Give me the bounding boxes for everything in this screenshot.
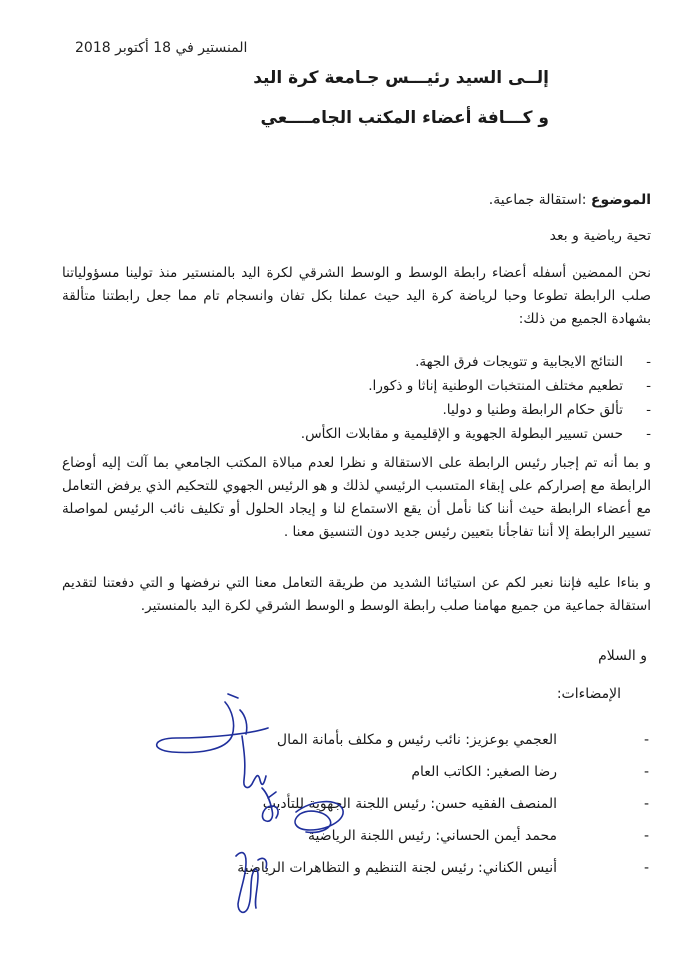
list-bullet: - [643,796,649,812]
paragraph-intro: نحن الممضين أسفله أعضاء رابطة الوسط و الوسط الشرقي لكرة اليد بالمنستير منذ تولينا مسؤولياتنا صلب الرابطة تطوعا وحبا لرياضة كرة اليد حيث عملنا بكل تفان وانسجام تام مما جعل رابطتنا متألقة بشهادة الجميع من ذلك: [62,265,651,327]
greeting: تحية رياضية و بعد [549,228,651,244]
signatories-list [237,728,649,888]
list-item: - تألق حكام الرابطة وطنيا و دوليا. [301,398,651,422]
addressee-line-1: إلــى السيد رئيـــس جـامعة كرة اليد [253,68,549,88]
subject-label: الموضوع [590,192,651,208]
list-bullet: - [646,402,651,418]
list-bullet: - [646,426,651,442]
signatory-name: محمد أيمن الحساني: رئيس اللجنة الرياضية [308,828,557,844]
signatory-row [237,728,649,760]
list-bullet: - [646,354,651,370]
list-bullet: - [643,828,649,844]
closing: و السلام [598,648,647,664]
list-bullet: - [646,378,651,394]
list-bullet: - [643,860,649,876]
list-item: - تطعيم مختلف المنتخبات الوطنية إناثا و ذكورا. [301,374,651,398]
subject-line [489,192,651,208]
signatory-row [237,760,649,792]
signatory-row [237,792,649,824]
signatory-name: العجمي بوعزيز: نائب رئيس و مكلف بأمانة المال [276,732,557,748]
signatures-heading: الإمضاءات: [556,686,621,702]
paragraph-grievance: و بما أنه تم إجبار رئيس الرابطة على الاستقالة و نظرا لعدم مبالاة المكتب الجامعي بما آلت إليه أوضاع الرابطة مع إصراركم على إبقاء المتسبب الرئيسي لذلك و هو الرئيس الجهوي للتحكيم الذي يرفض التعامل مع أعضاء الرابطة حيث أننا كنا نأمل أن يقع الاستماع لنا و إيجاد الحلول أو تكليف نائب الرئيس لمواصلة تسيير الرابطة إلا أننا تفاجأنا بتعيين رئيس جديد دون التنسيق معنا . [62,455,651,540]
achievements-list [301,350,651,446]
subject-text: :استقالة جماعية. [488,192,587,208]
signatory-name: أنيس الكناني: رئيس لجنة التنظيم و التظاهرات الرياضية [237,860,557,876]
list-bullet: - [643,732,649,748]
signatory-name: رضا الصغير: الكاتب العام [411,764,557,780]
list-item: - حسن تسيير البطولة الجهوية و الإقليمية و مقابلات الكأس. [301,422,651,446]
list-bullet: - [643,764,649,780]
signatory-row [237,824,649,856]
date-line: المنستير في 18 أكتوبر 2018 [75,40,248,56]
list-item: - النتائج الايجابية و تتويجات فرق الجهة. [301,350,651,374]
signatory-row [237,856,649,888]
paragraph-resignation: و بناءا عليه فإننا نعبر لكم عن استيائنا الشديد من طريقة التعامل معنا التي نرفضها و التي دفعتنا لتقديم استقالة جماعية من جميع مهامنا صلب رابطة الوسط و الوسط الشرقي لكرة اليد بالمنستير. [62,575,651,614]
signatory-name: المنصف الفقيه حسن: رئيس اللجنة الجهوية للتأديب [262,796,557,812]
addressee-line-2: و كـــافة أعضاء المكتب الجامــــعي [260,108,549,128]
